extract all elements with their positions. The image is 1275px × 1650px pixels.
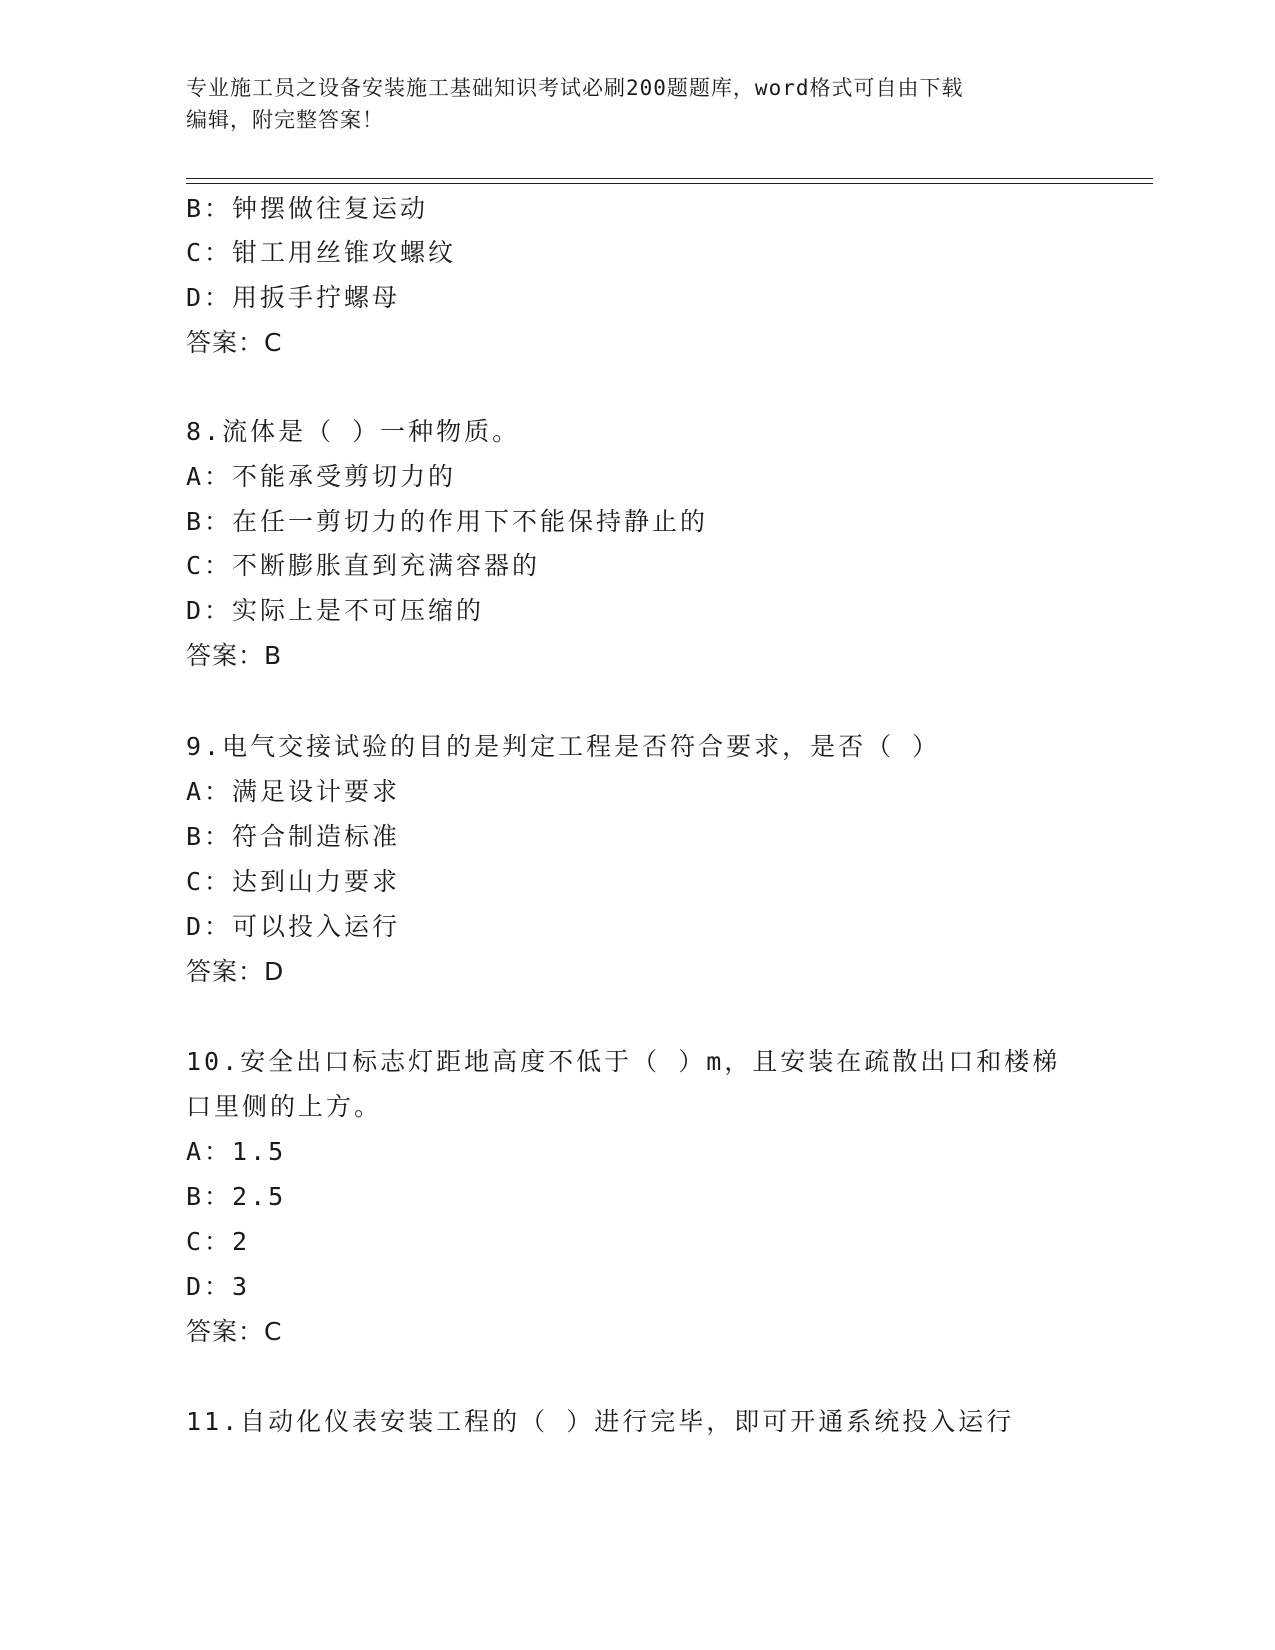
q10-stem-line-1: 10.安全出口标志灯距地高度不低于（ ）m，且安装在疏散出口和楼梯 xyxy=(186,1047,1061,1076)
q8-option-b: B：在任一剪切力的作用下不能保持静止的 xyxy=(186,507,709,536)
q8-option-a: A：不能承受剪切力的 xyxy=(186,462,457,491)
q11-stem: 11.自动化仪表安装工程的（ ）进行完毕，即可开通系统投入运行 xyxy=(186,1407,1015,1436)
q10-answer: 答案：C xyxy=(186,1317,283,1346)
q9-answer: 答案：D xyxy=(186,957,285,986)
q9-option-a: A：满足设计要求 xyxy=(186,777,401,806)
q9-option-d: D：可以投入运行 xyxy=(186,912,401,941)
q7-option-c: C：钳工用丝锥攻螺纹 xyxy=(186,238,457,267)
q8-option-d: D：实际上是不可压缩的 xyxy=(186,596,485,625)
q9-stem: 9.电气交接试验的目的是判定工程是否符合要求，是否（ ） xyxy=(186,732,941,761)
q7-answer: 答案：C xyxy=(186,328,283,357)
q9-option-b: B：符合制造标准 xyxy=(186,822,401,851)
header-line-1: 专业施工员之设备安装施工基础知识考试必刷200题题库，word格式可自由下载 xyxy=(186,76,964,100)
q10-option-d: D：3 xyxy=(186,1272,251,1301)
q10-option-a: A：1.5 xyxy=(186,1137,287,1166)
q10-option-c: C：2 xyxy=(186,1227,251,1256)
q7-option-b: B：钟摆做往复运动 xyxy=(186,194,429,223)
q10-option-b: B：2.5 xyxy=(186,1182,287,1211)
q7-option-d: D：用扳手拧螺母 xyxy=(186,283,401,312)
document-header xyxy=(186,72,1086,136)
q8-stem: 8.流体是（ ）一种物质。 xyxy=(186,417,521,446)
q8-answer: 答案：B xyxy=(186,641,283,670)
q10-stem-line-2: 口里侧的上方。 xyxy=(186,1092,383,1121)
header-line-2: 编辑，附完整答案！ xyxy=(186,108,384,132)
q8-option-c: C：不断膨胀直到充满容器的 xyxy=(186,551,541,580)
header-divider-top xyxy=(186,178,1153,179)
header-divider-bottom xyxy=(186,183,1153,184)
q9-option-c: C：达到山力要求 xyxy=(186,867,401,896)
